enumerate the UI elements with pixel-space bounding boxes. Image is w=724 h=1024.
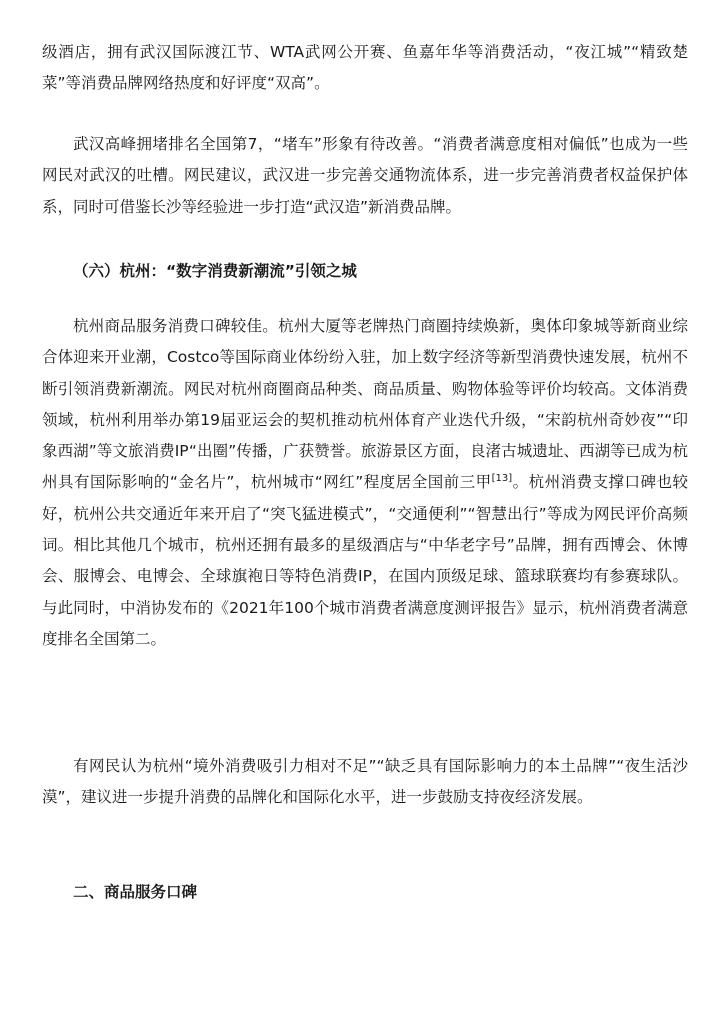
- section-heading-goods-services: 二、商品服务口碑: [73, 883, 198, 901]
- paragraph-hangzhou-main-part2: 。杭州消费支撑口碑也较好，杭州公共交通近年来开启了“突飞猛进模式”，“交通便利”“智慧出行”等成为网民评价高频词。相比其他几个城市，杭州还拥有最多的星级酒店与“中华老字号”品牌，拥有西博会、休博会、服博会、电博会、全球旗袍日等特色消费IP，在国内顶级足球、篮球联赛均有参赛球队。与此同时，中消协发布的《2021年100个城市消费者满意度测评报告》显示，杭州消费者满意度排名全国第二。: [42, 473, 688, 648]
- paragraph-hangzhou-main: [42, 311, 688, 655]
- footnote-ref: [13]: [491, 473, 513, 485]
- paragraph-hangzhou-main-part1: 杭州商品服务消费口碑较佳。杭州大厦等老牌热门商圈持续焕新，奥体印象城等新商业综合体迎来开业潮，Costco等国际商业体纷纷入驻，加上数字经济等新型消费快速发展，杭州不断引领消费新潮流。网民对杭州商圈商品种类、商品质量、购物体验等评价均较高。文体消费领域，杭州利用举办第19届亚运会的契机推动杭州体育产业迭代升级，“宋韵杭州奇妙夜”“印象西湖”等文旅消费IP“出圈”传播，广获赞誉。旅游景区方面，良渚古城遗址、西湖等已成为杭州具有国际影响的“金名片”，杭州城市“网红”程度居全国前三甲: [42, 317, 688, 492]
- section-heading-hangzhou: （六）杭州：“数字消费新潮流”引领之城: [73, 262, 357, 280]
- paragraph-wuhan-issues: 武汉高峰拥堵排名全国第7，“堵车”形象有待改善。“消费者满意度相对偏低”也成为一些网民对武汉的吐槽。网民建议，武汉进一步完善交通物流体系，进一步完善消费者权益保护体系，同时可借鉴长沙等经验进一步打造“武汉造”新消费品牌。: [42, 135, 688, 216]
- paragraph-hangzhou-suggestions: 有网民认为杭州“境外消费吸引力相对不足”“缺乏具有国际影响力的本土品牌”“夜生活沙漠”，建议进一步提升消费的品牌化和国际化水平，进一步鼓励支持夜经济发展。: [42, 757, 688, 807]
- paragraph-wuhan-carryover: 级酒店，拥有武汉国际渡江节、WTA武网公开赛、鱼嘉年华等消费活动，“夜江城”“精致楚菜”等消费品牌网络热度和好评度“双高”。: [42, 43, 688, 93]
